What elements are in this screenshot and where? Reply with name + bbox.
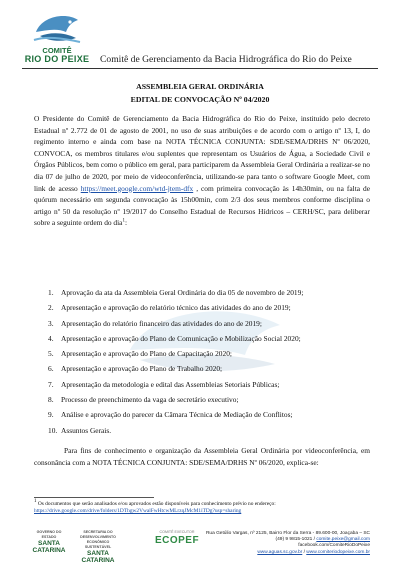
- fish-icon: [32, 10, 82, 46]
- meet-link[interactable]: https://meet.google.com/wtd-jtem-dfx: [80, 183, 194, 193]
- footer-phone: (49) 9 9815-1021 /: [275, 537, 317, 543]
- closing-paragraph: Para fins de conhecimento e organização da Assembleia Geral Ordinária por videoconferência, em consonância com a NOTA TÉCNICA CONJUNTA: SDE/SEMA/DRHS Nº 06/2020, explica-se:: [34, 446, 370, 467]
- item-text: Processo de preenchimento da vaga de secretário executivo;: [61, 395, 239, 405]
- footer-contact: [190, 531, 370, 556]
- item-number: 7.: [48, 379, 54, 389]
- item-number: 2.: [48, 303, 54, 313]
- footnote-reference[interactable]: 1: [122, 218, 125, 224]
- item-text: Apresentação e aprovação do relatório técnico das atividades do ano de 2019;: [61, 303, 291, 313]
- item-text: Análise e aprovação do parecer da Câmara Técnica de Mediação de Conflitos;: [61, 410, 293, 420]
- logo-line1: COMITÊ: [42, 46, 72, 55]
- item-text: Apresentação do relatório financeiro das atividades do ano de 2019;: [61, 318, 262, 328]
- item-number: 10.: [48, 425, 58, 435]
- footnote-mark: 1: [34, 499, 37, 505]
- item-text: Apresentação da metodologia e edital das Assembleias Setoriais Públicas;: [61, 379, 280, 389]
- aguas-site-link[interactable]: www.aguas.sc.gov.br: [257, 549, 303, 555]
- sc-government-logo: [30, 530, 68, 554]
- item-number: 6.: [48, 364, 54, 374]
- list-item: [48, 394, 370, 409]
- comite-logo: [22, 10, 92, 70]
- item-number: 4.: [48, 333, 54, 343]
- body-text-2: , com primeira convocação às 14h30min, ou na falta de quórum necessário em segunda convocação às 15h00min, com 2/3 dos seus membros conforme disciplina o artigo nº 50 da resolução nº 19/2017 do Conselho Estadual de Recursos Hídricos – CERH/SC, para deliberar sobre a seguinte ordem do dia: [34, 183, 370, 228]
- item-text: Assuntos Gerais.: [61, 425, 112, 435]
- item-number: 5.: [48, 349, 54, 359]
- list-item: [48, 287, 370, 302]
- item-number: 3.: [48, 318, 54, 328]
- list-item: [48, 348, 370, 363]
- convocation-paragraph: [34, 113, 370, 229]
- footnote: [34, 501, 370, 515]
- footer-separator: /: [302, 549, 307, 555]
- list-item: [48, 425, 370, 440]
- document-title: ASSEMBLEIA GERAL ORDINÁRIA: [136, 82, 264, 91]
- list-item: [48, 333, 370, 348]
- facebook-link[interactable]: facebook.com/ComiteRioDoPeixe: [298, 543, 370, 549]
- item-text: Apresentação e aprovação do Plano de Comunicação e Mobilização Social 2020;: [61, 333, 301, 343]
- list-item: [48, 363, 370, 378]
- list-item: [48, 409, 370, 424]
- drive-link[interactable]: https://drive.google.com/drive/folders/1DThgw2VwalFwHtcwMLrzqJMcM1iTDg?usp=sharing: [34, 508, 242, 514]
- footnote-text: Os documentos que serão analisados e/ou aprovados estão disponíveis para conhecimento prévio no endereço:: [36, 501, 276, 507]
- item-text: Apresentação e aprovação do Plano de Capacitação 2020;: [61, 349, 232, 359]
- comite-site-link[interactable]: www.comiteriodopeixe.com.br: [306, 549, 370, 555]
- document-subtitle: EDITAL DE CONVOCAÇÃO Nº 04/2020: [130, 95, 270, 104]
- header-divider: [22, 68, 378, 69]
- list-item: [48, 302, 370, 317]
- email-link[interactable]: comite.peixe@gmail.com: [316, 537, 370, 543]
- logo1-big: SANTA CATARINA: [32, 540, 66, 554]
- page-header: [22, 10, 378, 72]
- item-text: Aprovação da ata da Assembleia Geral Ordinária do dia 05 de novembro de 2019;: [61, 288, 304, 297]
- item-number: 8.: [48, 395, 54, 405]
- logo-line2: RIO DO PEIXE: [24, 54, 90, 64]
- footnote-divider: [34, 497, 154, 498]
- logo2-small: SECRETARIA DO DESENVOLVIMENTO ECONÔMICO SUSTENTÁVEL: [80, 530, 116, 549]
- agenda-list: [48, 287, 370, 440]
- body-text-3: :: [124, 218, 128, 228]
- footer-address: Rua Getúlio Vargas, nº 2125, Bairro Flor da Serra - 89.600-00, Joaçaba – SC: [205, 531, 370, 536]
- list-item: [48, 318, 370, 333]
- item-number: 1.: [48, 288, 54, 297]
- logo1-small: GOVERNO DO ESTADO: [36, 530, 62, 539]
- logo2-big: SANTA CATARINA: [81, 550, 115, 564]
- body-text-1: O Presidente do Comitê de Gerenciamento da Bacia Hidrográfica do Rio do Peixe, instituído pelo decreto Estadual nº 2.772 de 01 de agosto de 2001, no uso de suas atribuições e de acordo com o artigo nº 13, I, do regimento interno e ainda com base na NOTA TÉCNICA CONJUNTA: SDE/SEMA/DRHS Nº 06/2020, CONVOCA, os membros titulares e/ou suplentes que representam os Usuários de Água, a Sociedade Civil e Órgãos Públicos, bem como o público em geral, para participarem da Assembleia Geral Ordinária a realizar-se no dia 07 de julho de 2020, por meio de videoconferência, utilizando-se para tanto o software Google Meet, com link de acesso: [34, 114, 370, 193]
- item-number: 9.: [48, 410, 54, 420]
- logo3-small: COMITÊ EXECUTOR: [159, 530, 195, 534]
- item-text: Apresentação e aprovação do Plano de Trabalho 2020;: [61, 364, 223, 374]
- header-title: Comitê de Gerenciamento da Bacia Hidrográfica do Rio do Peixe: [100, 54, 352, 65]
- list-item: [48, 379, 370, 394]
- sc-secretary-logo: [76, 530, 120, 564]
- logo3-big: ECOPEF: [154, 535, 200, 546]
